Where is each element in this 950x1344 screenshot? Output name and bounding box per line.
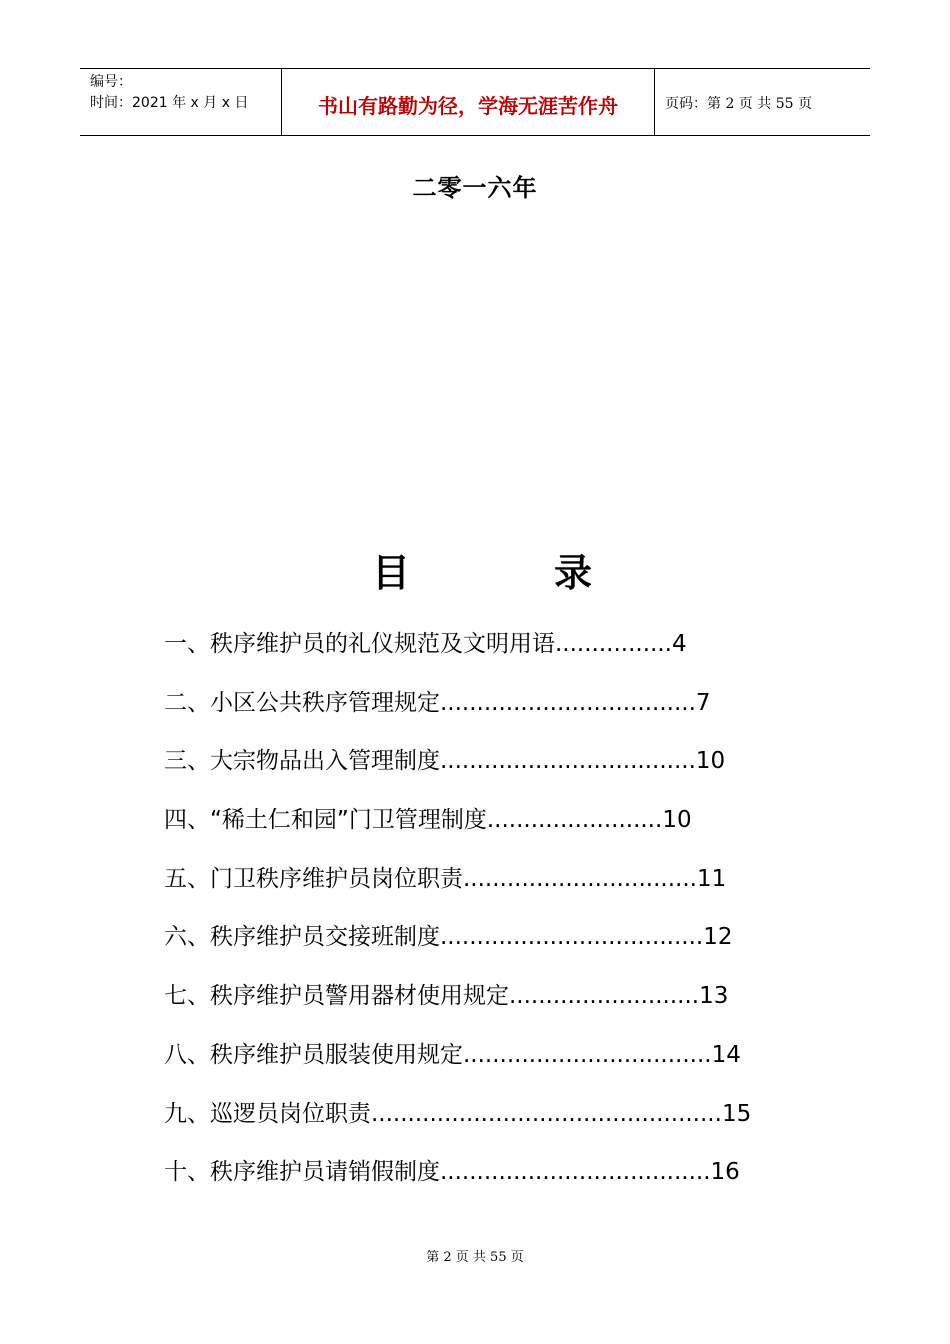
document-time-label: 时间：2021 年 x 月 x 日 xyxy=(90,95,249,111)
toc-entry-title: 九、巡逻员岗位职责 xyxy=(164,1100,371,1127)
toc-entry-leader: ................ xyxy=(555,631,672,657)
toc-entry-leader: ........................ xyxy=(486,807,663,834)
document-number-label: 编号： xyxy=(90,74,132,90)
toc-entry-title: 六、秩序维护员交接班制度 xyxy=(164,924,440,951)
toc-entry-page: 13 xyxy=(699,983,729,1010)
toc-entry-leader: ................................... xyxy=(440,748,696,775)
toc-title xyxy=(372,542,592,597)
toc-entry-leader: ................................... xyxy=(440,689,696,716)
toc-entry-leader: .................................... xyxy=(440,924,704,951)
header-page-info: 页码：第 2 页 共 55 页 xyxy=(665,96,812,112)
toc-entry-leader: ................................................ xyxy=(371,1100,722,1127)
toc-entry-title: 三、大宗物品出入管理制度 xyxy=(164,748,440,775)
toc-entry[interactable] xyxy=(164,739,751,798)
toc-entry-title: 四、“稀土仁和园”门卫管理制度 xyxy=(164,807,487,834)
toc-entry[interactable] xyxy=(164,1092,751,1151)
toc-entry-leader: .................................. xyxy=(463,1041,712,1068)
toc-entry-page: 4 xyxy=(671,631,687,657)
toc-entry[interactable] xyxy=(164,1150,751,1209)
header-motto-cell xyxy=(282,69,655,135)
page-header xyxy=(80,68,870,136)
toc-entry[interactable] xyxy=(164,915,751,974)
header-page-cell xyxy=(655,69,870,135)
header-meta-cell xyxy=(80,69,282,135)
toc-entry-leader: ..................................... xyxy=(440,1159,711,1186)
toc-entry-page: 11 xyxy=(696,865,727,892)
toc-entry-page: 10 xyxy=(695,748,726,775)
toc-entry[interactable] xyxy=(164,1033,751,1092)
toc-entry-title: 八、秩序维护员服装使用规定 xyxy=(164,1041,463,1068)
toc-title-char: 目 xyxy=(372,551,411,595)
toc-entry-page: 16 xyxy=(710,1159,740,1186)
toc-entry-page: 12 xyxy=(703,924,733,951)
toc-entry-title: 二、小区公共秩序管理规定 xyxy=(164,689,440,716)
toc-entry-leader: .......................... xyxy=(509,983,700,1010)
toc-entry-title: 七、秩序维护员警用器材使用规定 xyxy=(164,983,509,1010)
page-footer: 第 2 页 共 55 页 xyxy=(426,1250,524,1265)
toc-entry-page: 15 xyxy=(721,1100,752,1127)
toc-entry[interactable] xyxy=(164,857,751,916)
toc-entry-title: 一、秩序维护员的礼仪规范及文明用语 xyxy=(164,631,555,657)
toc-entry[interactable] xyxy=(164,974,751,1033)
toc-title-char: 录 xyxy=(553,551,592,595)
toc-entry-title: 十、秩序维护员请销假制度 xyxy=(164,1159,440,1186)
header-motto: 书山有路勤为径，学海无涯苦作舟 xyxy=(318,93,618,118)
year-title: 二零一六年 xyxy=(412,174,538,202)
toc-entry-page: 7 xyxy=(695,689,711,716)
toc-entry-title: 五、门卫秩序维护员岗位职责 xyxy=(164,865,463,892)
table-of-contents xyxy=(164,622,751,1209)
toc-entry[interactable] xyxy=(164,622,751,681)
toc-entry-page: 10 xyxy=(662,807,692,834)
toc-entry[interactable] xyxy=(164,798,751,857)
toc-entry-page: 14 xyxy=(711,1041,741,1068)
toc-entry[interactable] xyxy=(164,681,751,740)
toc-entry-leader: ................................ xyxy=(463,865,697,892)
